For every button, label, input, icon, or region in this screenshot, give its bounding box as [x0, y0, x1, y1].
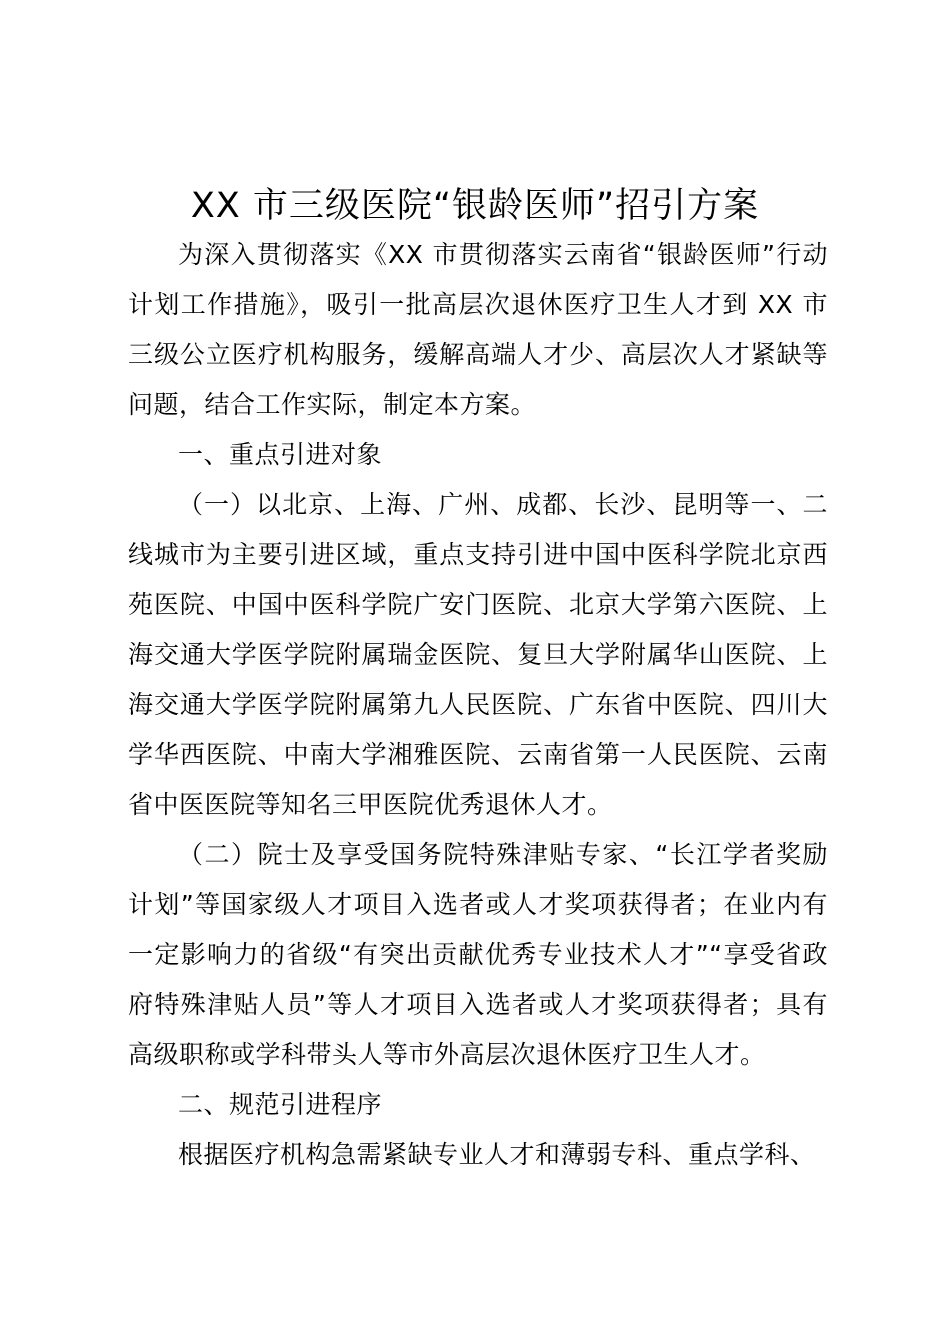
- document-title: XX 市三级医院“银龄医师”招引方案: [190, 186, 760, 226]
- section-heading-2: 二、规范引进程序: [178, 1090, 383, 1119]
- section1-item-1: （一）以北京、上海、广州、成都、长沙、昆明等一、二线城市为主要引进区域，重点支持引进中国中医科学院北京西苑医院、中国中医科学院广安门医院、北京大学第六医院、上海交通大学医学院附属瑞金医院、复旦大学附属华山医院、上海交通大学医学院附属第九人民医院、广东省中医院、四川大学华西医院、中南大学湘雅医院、云南省第一人民医院、云南省中医医院等知名三甲医院优秀退休人才。: [128, 490, 828, 819]
- section1-item-2: （二）院士及享受国务院特殊津贴专家、“长江学者奖励计划”等国家级人才项目入选者或人才奖项获得者；在业内有一定影响力的省级“有突出贡献优秀专业技术人才”“享受省政府特殊津贴人员”等人才项目入选者或人才奖项获得者；具有高级职称或学科带头人等市外高层次退休医疗卫生人才。: [128, 840, 828, 1069]
- intro-paragraph: 为深入贯彻落实《XX 市贯彻落实云南省“银龄医师”行动计划工作措施》，吸引一批高层次退休医疗卫生人才到 XX 市三级公立医疗机构服务，缓解高端人才少、高层次人才紧缺等问题，结合工作实际，制定本方案。: [128, 240, 828, 419]
- section2-paragraph: 根据医疗机构急需紧缺专业人才和薄弱专科、重点学科、: [178, 1140, 816, 1169]
- document-body: [128, 230, 828, 1180]
- section-heading-1: 一、重点引进对象: [178, 440, 383, 469]
